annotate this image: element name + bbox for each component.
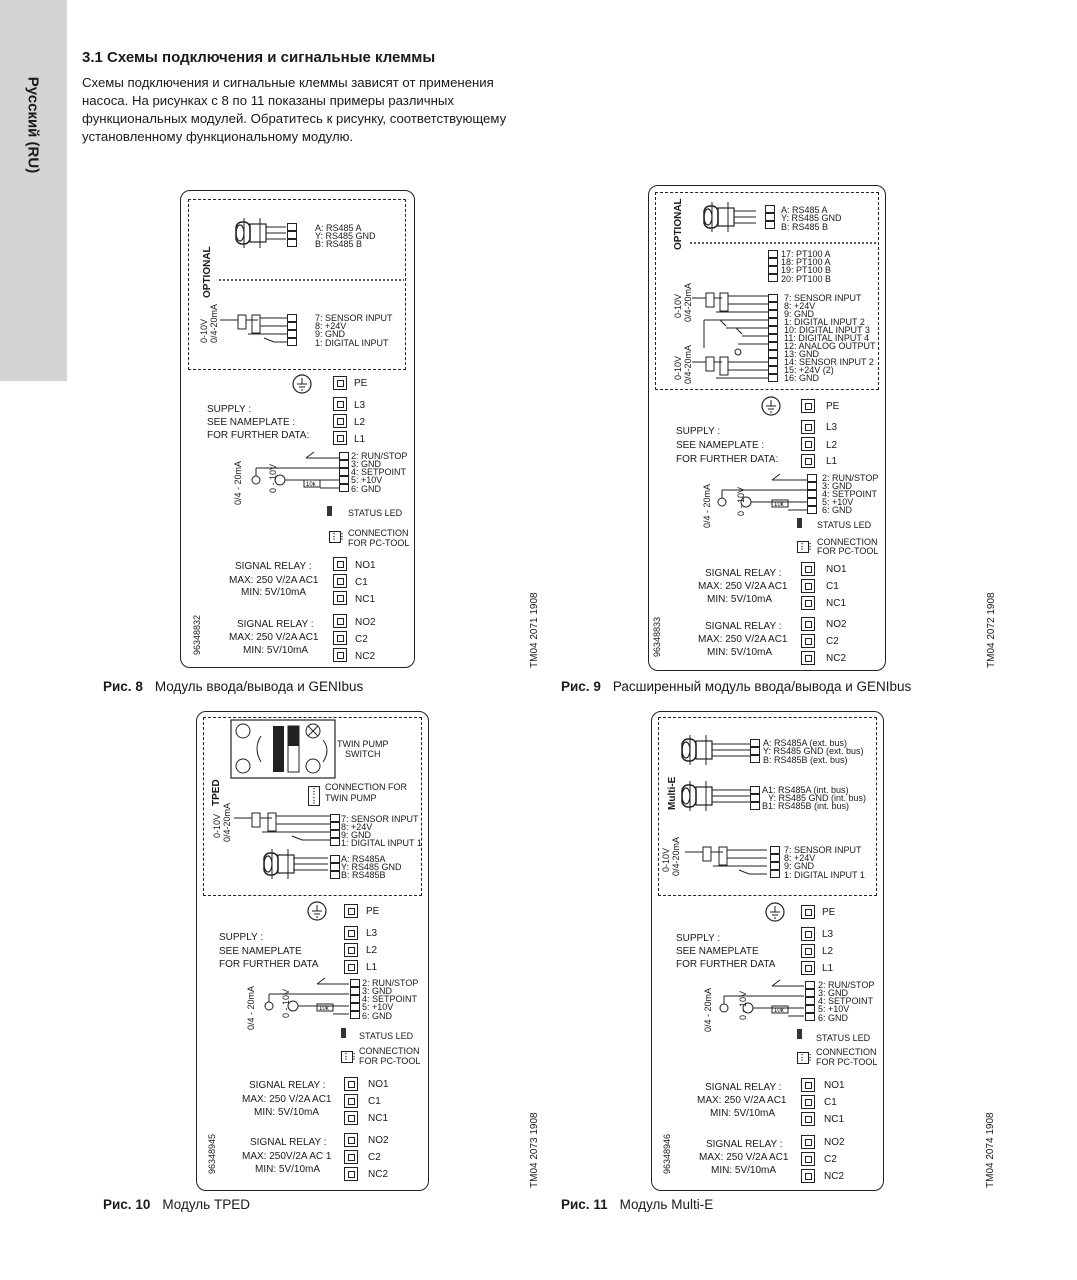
fig8-420ma-b-label: 0/4 - 20mA (233, 460, 243, 505)
fig11-relay1-title: SIGNAL RELAY : (705, 1082, 782, 1093)
fig9-24v-label: 8: +24V (784, 301, 816, 311)
fig11-l1-label: L1 (822, 963, 834, 974)
fig9-further-label: FOR FURTHER DATA: (676, 454, 779, 465)
fig11-sensor-label: 7: SENSOR INPUT (784, 845, 862, 855)
fig10-supply-label: SUPPLY : (219, 932, 264, 943)
fig9-connection-label: CONNECTION (817, 537, 878, 547)
fig8-no2-label: NO2 (355, 617, 376, 628)
fig10-setpoint-label: 4: SETPOINT (362, 994, 418, 1004)
fig9-status-led-icon (797, 518, 802, 528)
fig9-relay1-max: MAX: 250 V/2A AC1 (698, 581, 788, 592)
fig10-relay2-min: MIN: 5V/10mA (255, 1164, 321, 1175)
fig10-relay1-title: SIGNAL RELAY : (249, 1080, 326, 1091)
fig9-relay1-min: MIN: 5V/10mA (707, 594, 773, 605)
fig11-int-bus-connector (676, 777, 760, 817)
fig10-rs485a-label: A: RS485A (341, 854, 386, 864)
fig9-420ma-b-label: 0/4 - 20mA (702, 483, 712, 528)
fig11-relay2-title: SIGNAL RELAY : (706, 1139, 783, 1150)
fig11-control-wiring (714, 978, 804, 1024)
fig10-caption: Рис. 10 Модуль TPED (103, 1197, 250, 1212)
fig9-gnd3-label: 3: GND (822, 481, 853, 491)
fig8-optional-label: OPTIONAL (202, 246, 213, 298)
fig10-tm-code: TM04 2073 1908 (529, 1112, 540, 1188)
fig10-twin-pump-connector-icon: ⋮ ⋮ (310, 787, 318, 805)
fig10-no2-label: NO2 (368, 1135, 389, 1146)
fig11-nc1-label: NC1 (824, 1114, 845, 1125)
fig9-pt17-label: 17: PT100 A (781, 249, 831, 259)
fig11-pe-label: PE (822, 907, 836, 918)
fig10-relay2-title: SIGNAL RELAY : (250, 1137, 327, 1148)
fig11-caption: Рис. 11 Модуль Multi-E (561, 1197, 714, 1212)
fig8-l2-label: L2 (354, 417, 366, 428)
fig9-runstop-label: 2: RUN/STOP (822, 473, 879, 483)
fig10-gnd6-label: 6: GND (362, 1011, 393, 1021)
fig9-setpoint-label: 4: SETPOINT (822, 489, 878, 499)
fig10-rs485b-label: B: RS485B (341, 870, 386, 880)
fig10-relay1-min: MIN: 5V/10mA (254, 1107, 320, 1118)
fig11-pc-tool-label: FOR PC-TOOL (816, 1057, 878, 1067)
fig9-rs485b-label: B: RS485 B (781, 222, 829, 232)
fig10-c2-label: C2 (368, 1152, 381, 1163)
fig11-ext-b-label: B: RS485B (ext. bus) (763, 755, 848, 765)
fig11-relay2-min: MIN: 5V/10mA (711, 1165, 777, 1176)
fig11-10k-resistor-label: 10k (774, 1008, 784, 1014)
fig9-l1-label: L1 (826, 456, 838, 467)
fig11-gnd3-label: 3: GND (818, 988, 849, 998)
fig11-relay2-max: MAX: 250 V/2A AC1 (699, 1152, 789, 1163)
fig11-relay1-min: MIN: 5V/10mA (710, 1108, 776, 1119)
fig9-420ma-2-label: 0/4-20mA (683, 344, 693, 384)
fig10-status-led-icon (341, 1028, 346, 1038)
fig8-caption: Рис. 8 Модуль ввода/вывода и GENIbus (103, 679, 364, 694)
fig11-int-b-label: B1: RS485B (int. bus) (762, 801, 850, 811)
section-heading: 3.1 Схемы подключения и сигнальные клеммы (82, 49, 436, 66)
fig10-10k-resistor-label: 10k (319, 1006, 329, 1012)
fig8-rs485-connector (230, 214, 290, 254)
fig10-further-label: FOR FURTHER DATA (219, 959, 319, 970)
fig9-sensor-label: 7: SENSOR INPUT (784, 293, 862, 303)
fig9-010v-label: 0-10V (673, 293, 683, 318)
fig11-relay1-max: MAX: 250 V/2A AC1 (697, 1095, 787, 1106)
fig9-pt19-label: 19: PT100 B (781, 265, 832, 275)
fig8-digital-input-label: 1: DIGITAL INPUT (315, 338, 389, 348)
fig11-pc-tool-connector-icon: ⋮⋮ (798, 1053, 814, 1062)
fig9-gnd9-label: 9: GND (784, 309, 815, 319)
fig11-multie-label: Multi-E (667, 776, 678, 810)
ground-icon (307, 901, 327, 921)
fig11-no1-label: NO1 (824, 1080, 845, 1091)
fig10-runstop-label: 2: RUN/STOP (362, 978, 419, 988)
fig10-din1-label: 1: DIGITAL INPUT 1 (341, 838, 422, 848)
fig11-sensor-wiring (683, 842, 769, 882)
fig9-pe-label: PE (826, 401, 840, 412)
fig8-l3-label: L3 (354, 400, 366, 411)
fig9-pc-tool-label: FOR PC-TOOL (817, 546, 879, 556)
fig8-rs485gnd-label: Y: RS485 GND (315, 231, 376, 241)
fig8-status-led-icon (327, 506, 332, 516)
fig11-nameplate-label: SEE NAMEPLATE (676, 946, 759, 957)
fig10-no1-label: NO1 (368, 1079, 389, 1090)
fig8-l1-label: L1 (354, 434, 366, 445)
fig10-l3-label: L3 (366, 928, 378, 939)
fig9-aout-label: 12: ANALOG OUTPUT (784, 341, 876, 351)
ground-icon (292, 374, 312, 394)
fig8-relay2-min: MIN: 5V/10mA (243, 645, 309, 656)
fig9-io-wiring (690, 290, 770, 382)
fig9-control-wiring (712, 472, 808, 518)
fig11-ext-a-label: A: RS485A (ext. bus) (763, 738, 848, 748)
fig9-relay2-min: MIN: 5V/10mA (707, 647, 773, 658)
language-tab-label: Русский (RU) (24, 76, 42, 174)
fig8-pe-label: PE (354, 378, 368, 389)
fig9-nc2-label: NC2 (826, 653, 847, 664)
fig8-gnd6-label: 6: GND (351, 484, 382, 494)
fig8-relay1-title: SIGNAL RELAY : (235, 561, 312, 572)
fig8-sensor-wiring (218, 310, 290, 350)
fig8-10k-resistor-label: 10k (306, 482, 316, 488)
fig8-010v-label: 0-10V (199, 318, 209, 343)
fig11-runstop-label: 2: RUN/STOP (818, 980, 875, 990)
fig11-c2-label: C2 (824, 1154, 837, 1165)
fig11-din1-label: 1: DIGITAL INPUT 1 (784, 870, 865, 880)
fig10-twin-pump-switch-icon (231, 720, 335, 778)
fig10-l2-label: L2 (366, 945, 378, 956)
fig10-conn-twin-label-2: TWIN PUMP (325, 793, 377, 803)
fig11-tm-code: TM04 2074 1908 (985, 1112, 996, 1188)
fig10-code: 96348945 (207, 1133, 217, 1174)
fig9-sensor2-label: 14: SENSOR INPUT 2 (784, 357, 874, 367)
fig9-rs485-connector (698, 198, 758, 238)
fig9-din2-label: 1: DIGITAL INPUT 2 (784, 317, 865, 327)
fig8-relay1-min: MIN: 5V/10mA (241, 587, 307, 598)
fig10-010v-b-label: 0 - 10V (281, 988, 291, 1018)
fig9-gnd6-label: 6: GND (822, 505, 853, 515)
fig9-l2-label: L2 (826, 440, 838, 451)
fig10-l1-label: L1 (366, 962, 378, 973)
fig10-pc-tool-connector-icon: ⋮⋮ (342, 1052, 358, 1061)
fig10-nc1-label: NC1 (368, 1113, 389, 1124)
fig8-connection-label: CONNECTION (348, 528, 409, 538)
fig9-dotted-divider (690, 242, 876, 244)
fig10-nameplate-label: SEE NAMEPLATE (219, 946, 302, 957)
fig8-nc1-label: NC1 (355, 594, 376, 605)
fig11-ext-y-label: Y: RS485 GND (ext. bus) (763, 746, 864, 756)
fig9-code: 96348833 (652, 616, 662, 657)
fig9-rs485gnd-label: Y: RS485 GND (781, 213, 842, 223)
fig8-no1-label: NO1 (355, 560, 376, 571)
fig8-setpoint-label: 4: SETPOINT (351, 467, 407, 477)
fig11-010v-b-label: 0 - 10V (738, 990, 748, 1020)
fig8-rs485b-label: B: RS485 B (315, 239, 363, 249)
fig8-nc2-label: NC2 (355, 651, 376, 662)
ground-icon (761, 396, 781, 416)
fig9-nc1-label: NC1 (826, 598, 847, 609)
fig9-din3-label: 10: DIGITAL INPUT 3 (784, 325, 870, 335)
fig10-rs485-connector (258, 845, 330, 885)
fig10-rs485gnd-label: Y: RS485 GND (341, 862, 402, 872)
fig8-status-led-label: STATUS LED (348, 508, 403, 518)
fig10-tped-label: TPED (211, 779, 222, 806)
fig11-further-label: FOR FURTHER DATA (676, 959, 776, 970)
fig10-010v-label: 0-10V (212, 813, 222, 838)
fig10-24v-label: 8: +24V (341, 822, 373, 832)
fig9-l3-label: L3 (826, 422, 838, 433)
fig11-status-led-icon (797, 1029, 802, 1039)
fig8-010v-b-label: 0 - 10V (268, 463, 278, 493)
fig9-nameplate-label: SEE NAMEPLATE : (676, 440, 765, 451)
fig10-sensor-label: 7: SENSOR INPUT (341, 814, 419, 824)
fig9-420ma-label: 0/4-20mA (683, 282, 693, 322)
fig8-c1-label: C1 (355, 577, 368, 588)
fig8-nameplate-label: SEE NAMEPLATE : (207, 417, 296, 428)
fig8-plus10-label: 5: +10V (351, 475, 383, 485)
fig11-code: 96348946 (662, 1133, 672, 1174)
fig11-plus10-label: 5: +10V (818, 1004, 850, 1014)
fig8-dotted-divider (219, 279, 404, 281)
fig8-gnd-label: 9: GND (315, 329, 346, 339)
fig9-din4-label: 11: DIGITAL INPUT 4 (784, 333, 870, 343)
fig9-pt20-label: 20: PT100 B (781, 274, 832, 284)
fig8-24v-label: 8: +24V (315, 321, 347, 331)
fig8-relay2-max: MAX: 250 V/2A AC1 (229, 632, 319, 643)
fig8-relay1-max: MAX: 250 V/2A AC1 (229, 575, 319, 586)
fig11-l2-label: L2 (822, 946, 834, 957)
fig10-sensor-wiring (232, 808, 332, 848)
ground-icon (765, 902, 785, 922)
fig9-no2-label: NO2 (826, 619, 847, 630)
fig9-relay2-title: SIGNAL RELAY : (705, 621, 782, 632)
fig9-gnd13-label: 13: GND (784, 349, 820, 359)
fig11-gnd9-label: 9: GND (784, 861, 815, 871)
fig11-supply-label: SUPPLY : (676, 933, 721, 944)
fig9-010v-b-label: 0 - 10V (736, 486, 746, 516)
fig9-relay1-title: SIGNAL RELAY : (705, 568, 782, 579)
fig10-420ma-label: 0/4-20mA (222, 802, 232, 842)
fig10-relay1-max: MAX: 250 V/2A AC1 (242, 1094, 332, 1105)
fig9-supply-label: SUPPLY : (676, 426, 721, 437)
fig10-control-wiring (259, 976, 349, 1022)
fig8-further-label: FOR FURTHER DATA: (207, 430, 310, 441)
fig9-status-led-label: STATUS LED (817, 520, 872, 530)
fig10-c1-label: C1 (368, 1096, 381, 1107)
fig10-conn-twin-label: CONNECTION FOR (325, 782, 407, 792)
fig10-twin-switch-label: TWIN PUMP (337, 739, 389, 749)
fig11-24v-label: 8: +24V (784, 853, 816, 863)
fig11-nc2-label: NC2 (824, 1171, 845, 1182)
fig10-gnd3-label: 3: GND (362, 986, 393, 996)
fig10-relay2-max: MAX: 250V/2A AC 1 (242, 1151, 332, 1162)
fig11-420ma-b-label: 0/4 - 20mA (703, 987, 713, 1032)
fig8-tm-code: TM04 2071 1908 (529, 592, 540, 668)
fig8-pc-tool-label: FOR PC-TOOL (348, 538, 410, 548)
fig9-no1-label: NO1 (826, 564, 847, 575)
fig11-int-y-label: Y: RS485 GND (int. bus) (768, 793, 867, 803)
fig9-rs485a-label: A: RS485 A (781, 205, 828, 215)
fig11-setpoint-label: 4: SETPOINT (818, 996, 874, 1006)
fig8-control-wiring (246, 450, 342, 496)
fig11-420ma-label: 0/4-20mA (671, 836, 681, 876)
fig9-pt18-label: 18: PT100 A (781, 257, 831, 267)
fig8-relay2-title: SIGNAL RELAY : (237, 619, 314, 630)
fig10-plus10-label: 5: +10V (362, 1002, 394, 1012)
fig9-gnd16-label: 16: GND (784, 373, 820, 383)
fig10-nc2-label: NC2 (368, 1169, 389, 1180)
fig9-plus10-label: 5: +10V (822, 497, 854, 507)
fig8-code: 96348832 (192, 614, 202, 655)
fig9-tm-code: TM04 2072 1908 (986, 592, 997, 668)
fig8-sensor-input-label: 7: SENSOR INPUT (315, 313, 393, 323)
fig9-caption: Рис. 9 Расширенный модуль ввода/вывода и GENIbus (561, 679, 912, 694)
fig10-status-led-label: STATUS LED (359, 1031, 414, 1041)
fig10-twin-switch-label-2: SWITCH (345, 749, 381, 759)
fig10-420ma-b-label: 0/4 - 20mA (246, 985, 256, 1030)
section-intro: Схемы подключения и сигнальные клеммы зависят от применения насоса. На рисунках с 8 по 11 показаны примеры различных функциональных модулей. Обратитесь к рисунку, соответствующему установленному функциональному модулю. (82, 75, 507, 144)
fig8-pc-tool-connector-icon: ⋮⋮ (330, 532, 346, 541)
fig11-ext-bus-connector (676, 731, 760, 771)
fig9-c2-label: C2 (826, 636, 839, 647)
fig10-pe-label: PE (366, 906, 380, 917)
fig9-optional-label: OPTIONAL (673, 198, 684, 250)
fig8-420ma-label: 0/4-20mA (209, 303, 219, 343)
fig9-relay2-max: MAX: 250 V/2A AC1 (698, 634, 788, 645)
fig8-runstop-label: 2: RUN/STOP (351, 451, 408, 461)
fig9-pc-tool-connector-icon: ⋮⋮ (798, 542, 814, 551)
fig9-010v-2-label: 0-10V (673, 355, 683, 380)
fig8-gnd3-label: 3: GND (351, 459, 382, 469)
fig11-010v-label: 0-10V (661, 847, 671, 872)
fig10-gnd9-label: 9: GND (341, 830, 372, 840)
fig10-connection-label: CONNECTION (359, 1046, 420, 1056)
fig8-rs485a-label: A: RS485 A (315, 223, 362, 233)
fig9-c1-label: C1 (826, 581, 839, 592)
fig8-pe-terminal (333, 376, 347, 390)
fig11-c1-label: C1 (824, 1097, 837, 1108)
fig11-l3-label: L3 (822, 929, 834, 940)
fig11-gnd6-label: 6: GND (818, 1013, 849, 1023)
fig9-24v2-label: 15: +24V (2) (784, 365, 834, 375)
fig11-status-led-label: STATUS LED (816, 1033, 871, 1043)
fig11-connection-label: CONNECTION (816, 1047, 877, 1057)
fig10-pc-tool-label: FOR PC-TOOL (359, 1056, 421, 1066)
fig8-supply-label: SUPPLY : (207, 404, 252, 415)
fig11-int-a-label: A1: RS485A (int. bus) (762, 785, 849, 795)
fig9-10k-resistor-label: 10k (774, 502, 784, 508)
fig11-no2-label: NO2 (824, 1137, 845, 1148)
fig8-c2-label: C2 (355, 634, 368, 645)
